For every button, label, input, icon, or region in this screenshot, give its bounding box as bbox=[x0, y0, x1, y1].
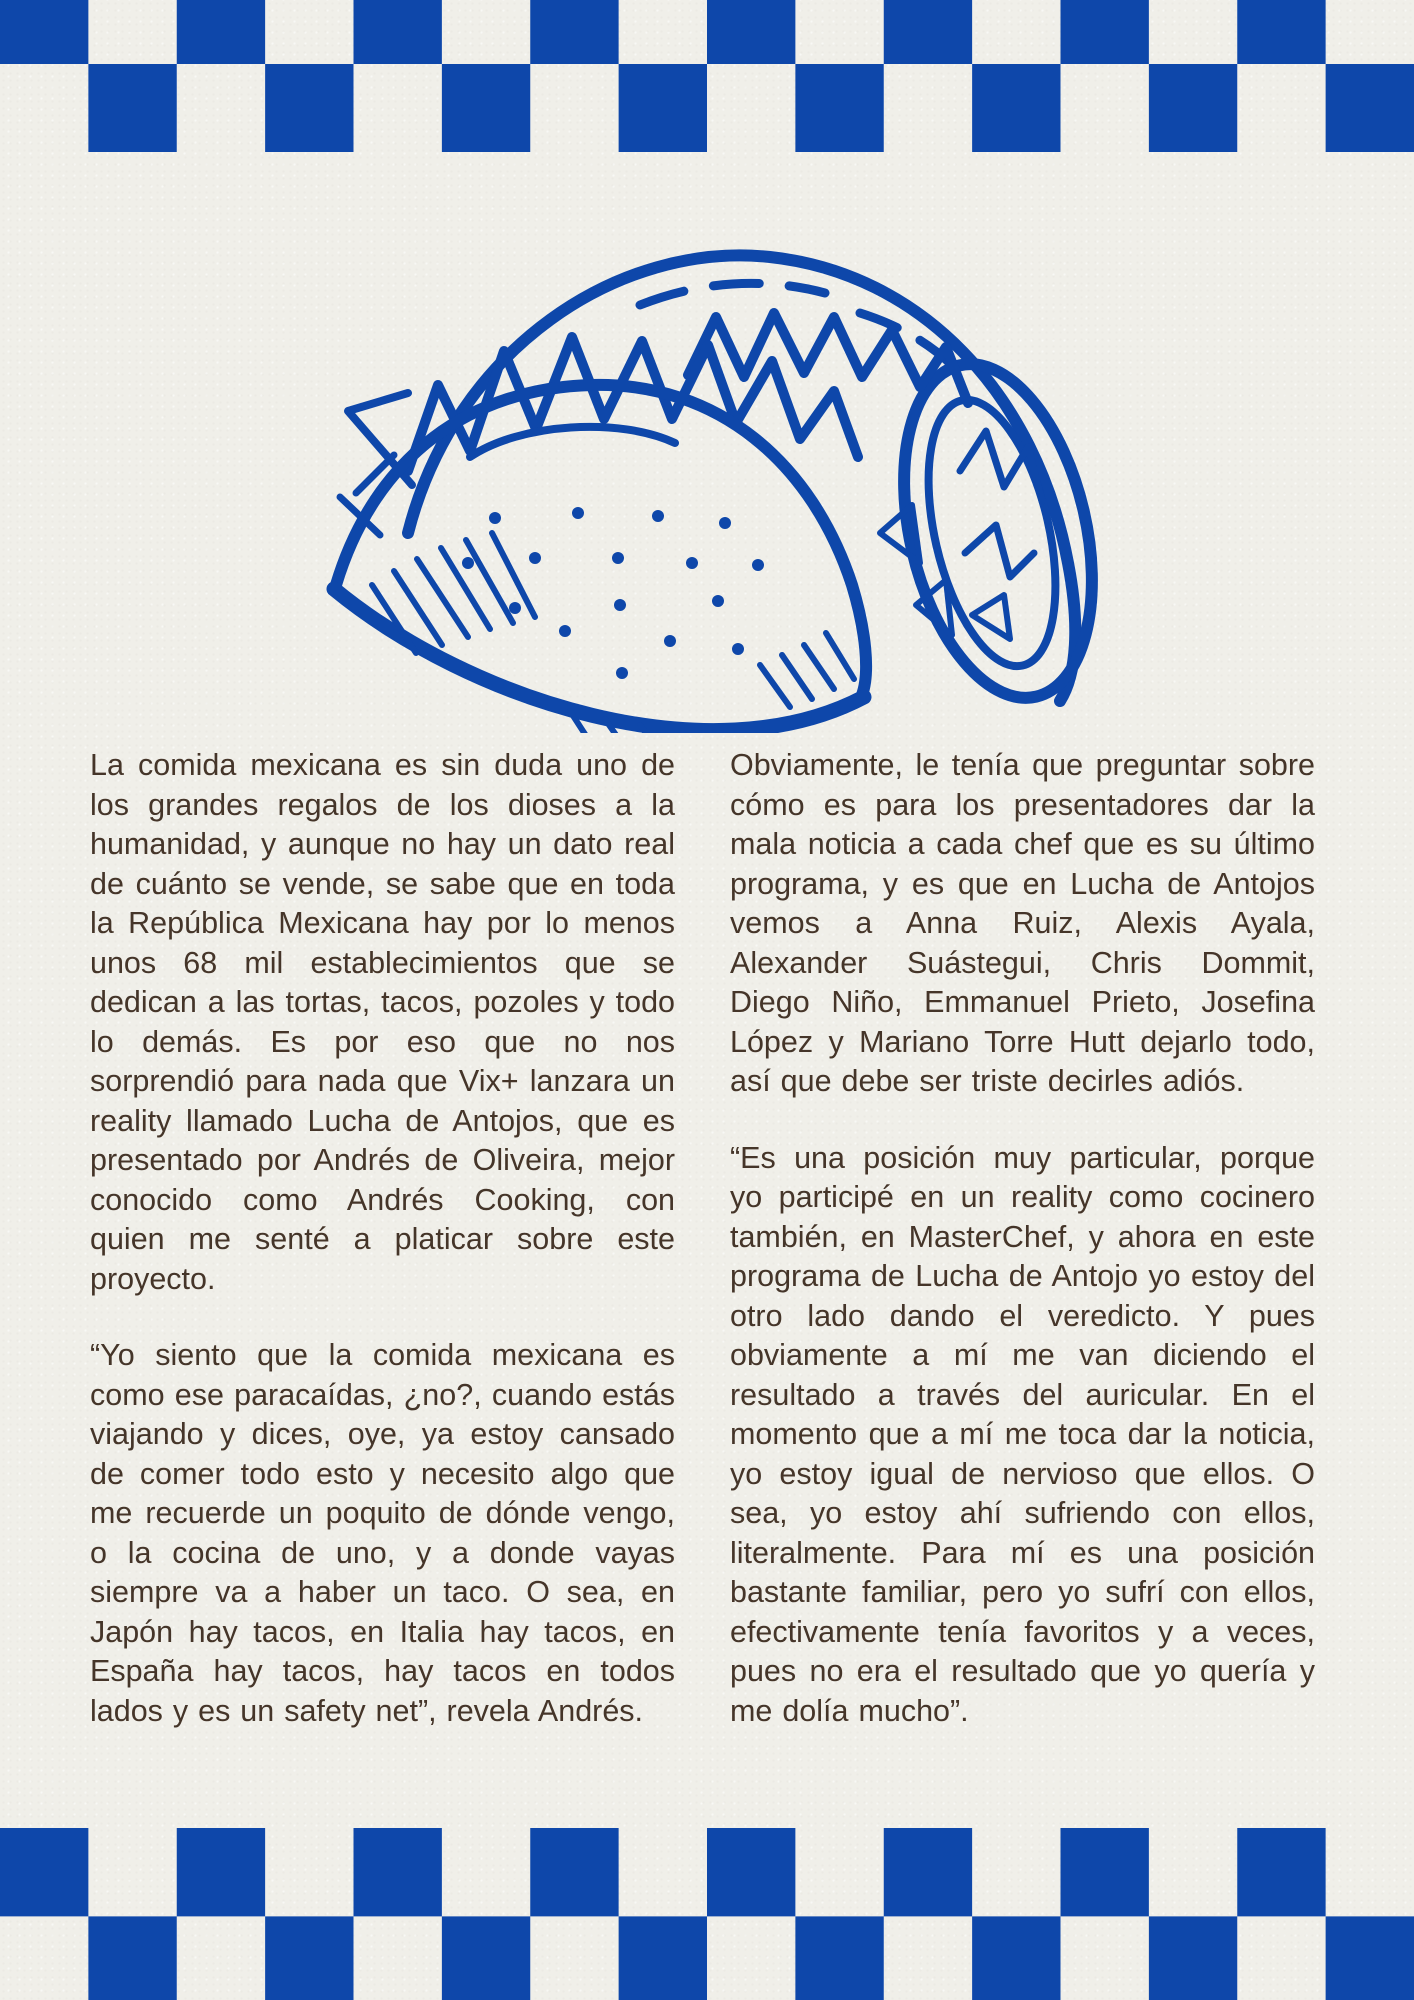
article-column-left bbox=[90, 746, 675, 1731]
tacos-line-art-illustration bbox=[320, 233, 1150, 733]
paragraph-presenters: Obviamente, le tenía que preguntar sobre cómo es para los presentadores dar la mala noticia a cada chef que es su último programa, y es que en Lucha de Antojos vemos a Anna Ruiz, Alexis Ayala, Alexander Suástegui, Chris Dommit, Diego Niño, Emmanuel Prieto, Josefina López y Mariano Torre Hutt dejarlo todo, así que debe ser triste decirles adiós. bbox=[730, 748, 1315, 1098]
checkerboard-border-top bbox=[0, 0, 1414, 152]
shell-dots bbox=[462, 507, 764, 679]
paragraph-quote-parachute: “Yo siento que la comida mexicana es como ese paracaídas, ¿no?, cuando estás viajando y dices, oye, ya estoy cansado de comer todo esto y necesito algo que me recuerde un poquito de dónde vengo, o la cocina de uno, y a donde vayas siempre va a haber un taco. O sea, en Japón hay tacos, en Italia hay tacos, en España hay tacos, hay tacos en todos lados y es un safety net”, revela Andrés. bbox=[90, 1338, 675, 1728]
paragraph-quote-verdict: “Es una posición muy particular, porque yo participé en un reality como cocinero también, en MasterChef, y ahora en este programa de Lucha de Antojo yo estoy del otro lado dando el veredicto. Y pues obviamente a mí me van diciendo el resultado a través del auricular. En el momento que a mí me toca dar la noticia, yo estoy igual de nervioso que ellos. O sea, yo estoy ahí sufriendo con ellos, literalmente. Para mí es una posición bastante familiar, pero yo sufrí con ellos, efectivamente tenía favoritos y a veces, pues no era el resultado que yo quería y me dolía mucho”. bbox=[730, 1140, 1315, 1728]
article-body bbox=[90, 746, 1315, 1731]
paragraph-intro: La comida mexicana es sin duda uno de los grandes regalos de los dioses a la humanidad, y aunque no hay un dato real de cuánto se vende, se sabe que en toda la República Mexicana hay por lo menos unos 68 mil establecimientos que se dedican a las tortas, tacos, pozoles y todo lo demás. Es por eso que no nos sorprendió para nada que Vix+ lanzara un reality llamado Lucha de Antojos, que es presentado por Andrés de Oliveira, mejor conocido como Andrés Cooking, con quien me senté a platicar sobre este proyecto. bbox=[90, 748, 675, 1296]
checkerboard-border-bottom bbox=[0, 1828, 1414, 2000]
article-column-right bbox=[730, 746, 1315, 1731]
back-taco-shell bbox=[408, 255, 1122, 716]
front-taco-shell bbox=[334, 385, 866, 733]
